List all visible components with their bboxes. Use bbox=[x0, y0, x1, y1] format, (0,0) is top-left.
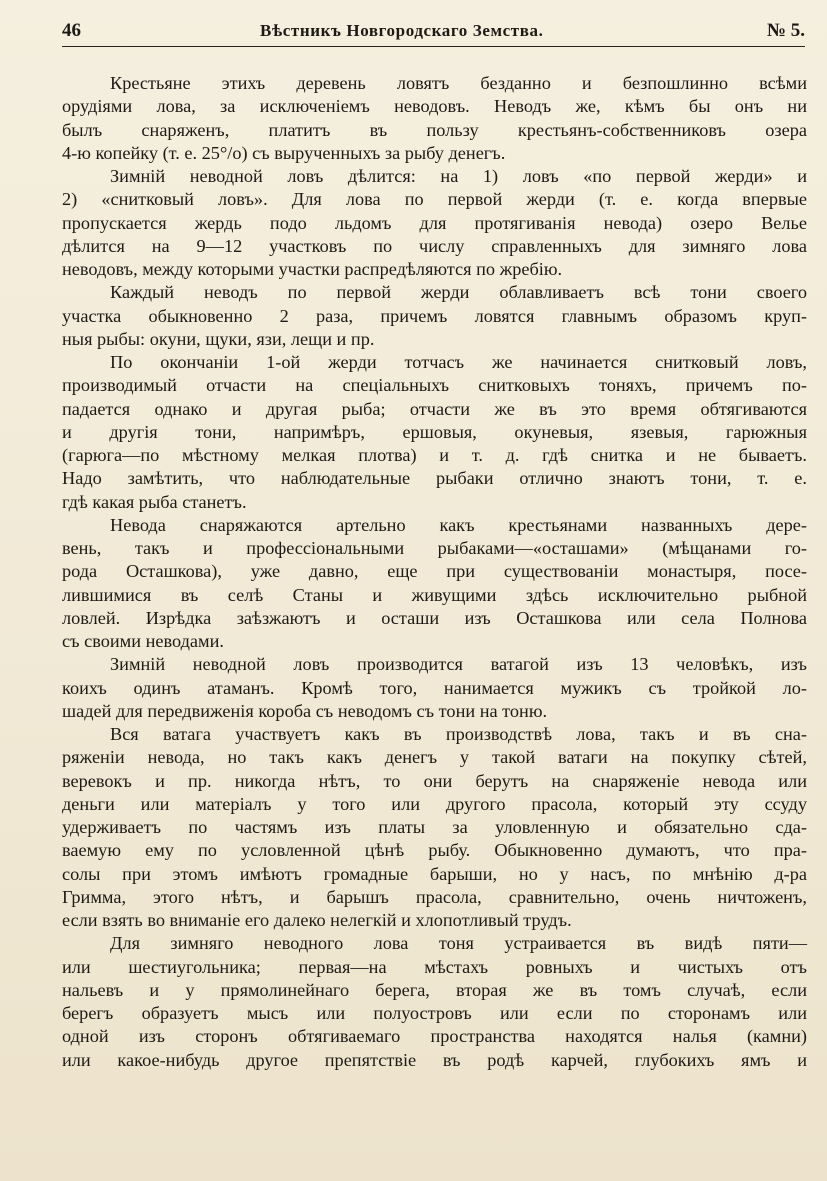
text-line: веревокъ и пр. никогда нѣтъ, то они берутъ на снаряженіе невода или bbox=[62, 770, 807, 791]
text-line: Для зимняго неводного лова тоня устраивается въ видѣ пяти— bbox=[110, 933, 807, 954]
text-line: 2) «снитковый ловъ». Для лова по первой жерди (т. е. когда впервые bbox=[62, 189, 807, 210]
text-line: лившимися въ селѣ Станы и живущими здѣсь исключительно рыбной bbox=[62, 584, 807, 605]
text-line: гдѣ какая рыба станетъ. bbox=[62, 491, 247, 512]
text-line: удерживаетъ по частямъ изъ платы за уловленную и обязательно сда- bbox=[62, 817, 807, 837]
text-line: если взять во вниманіе его далеко нелегкій и хлопотливый трудъ. bbox=[62, 910, 572, 930]
text-line: нальевъ и у прямолинейнаго берега, вторая же въ томъ случаѣ, если bbox=[62, 979, 807, 1000]
text-line: одной изъ сторонъ обтягиваемаго пространства находятся налья (камни) bbox=[62, 1026, 807, 1047]
text-line: (гарюга—по мѣстному мелкая плотва) и т. д. гдѣ снитка и не бываетъ. bbox=[62, 445, 807, 465]
text-line: пропускается жердь подо льдомъ для протягиванія невода) озеро Велье bbox=[62, 212, 807, 233]
text-line: Зимній неводной ловъ дѣлится: на 1) ловъ «по первой жерди» и bbox=[110, 166, 807, 186]
text-line: неводовъ, между которыми участки распредѣляются по жребію. bbox=[62, 259, 563, 279]
journal-title: Вѣстникъ Новгородскаго Земства. bbox=[260, 21, 544, 40]
text-line: вень, такъ и профессіональными рыбаками—«осташами» (мѣщанами го- bbox=[62, 538, 807, 558]
text-line: солы при этомъ имѣютъ громадные барыши, но у насъ, по мнѣнію д-ра bbox=[62, 863, 807, 884]
text-line: Невода снаряжаются артельно какъ крестьянами названныхъ дере- bbox=[110, 514, 807, 535]
text-line: или шестиугольника; первая—на мѣстахъ ровныхъ и чистыхъ отъ bbox=[62, 956, 807, 977]
text-line: съ своими неводами. bbox=[62, 631, 224, 651]
body-text bbox=[62, 72, 807, 1072]
text-line: ныя рыбы: окуни, щуки, язи, лещи и пр. bbox=[62, 328, 375, 349]
text-line: падается однако и другая рыба; отчасти же въ это время обтягиваются bbox=[62, 398, 807, 419]
issue-number: № 5. bbox=[766, 20, 805, 41]
text-line: Крестьяне этихъ деревень ловятъ безданно и безпошлинно всѣми bbox=[110, 73, 807, 93]
text-line: По окончаніи 1-ой жерди тотчасъ же начинается снитковый ловъ, bbox=[110, 352, 807, 372]
text-line: орудіями лова, за исключеніемъ неводовъ. Неводъ же, кѣмъ бы онъ ни bbox=[62, 96, 807, 117]
text-line: берегъ образуетъ мысъ или полуостровъ или если по сторонамъ или bbox=[62, 1003, 807, 1023]
text-line: ловлей. Изрѣдка заѣзжаютъ и осташи изъ Осташкова или села Полнова bbox=[62, 607, 807, 628]
page-number: 46 bbox=[62, 20, 81, 41]
text-line: производимый отчасти на спеціальныхъ снитковыхъ тоняхъ, причемъ по- bbox=[62, 375, 807, 396]
text-line: и другія тони, напримѣръ, ершовыя, окуневыя, язевыя, гарюжныя bbox=[62, 421, 807, 442]
text-line: деньги или матеріалъ у того или другого прасола, который эту ссуду bbox=[62, 793, 807, 814]
text-line: или какое-нибудь другое препятствіе въ родѣ карчей, глубокихъ ямъ и bbox=[62, 1049, 807, 1070]
text-line: 4-ю копейку (т. е. 25°/о) съ вырученныхъ за рыбу денегъ. bbox=[62, 142, 506, 163]
text-line: ваемую ему по условленной цѣнѣ рыбу. Обыкновенно думаютъ, что пра- bbox=[62, 840, 807, 861]
text-line: Надо замѣтить, что наблюдательные рыбаки отлично знаютъ тони, т. е. bbox=[62, 468, 807, 489]
text-line: Зимній неводной ловъ производится ватагой изъ 13 человѣкъ, изъ bbox=[110, 654, 807, 675]
text-line: ряженіи невода, но такъ какъ денегъ у такой ватаги на покупку сѣтей, bbox=[62, 747, 807, 768]
text-line: коихъ одинъ атаманъ. Кромѣ того, нанимается мужикъ съ тройкой ло- bbox=[62, 677, 807, 698]
text-line: былъ снаряженъ, платитъ въ пользу крестьянъ-собственниковъ озера bbox=[62, 119, 807, 140]
text-line: Каждый неводъ по первой жерди облавливаетъ всѣ тони своего bbox=[110, 282, 807, 303]
text-line: шадей для передвиженія короба съ неводомъ съ тони на тоню. bbox=[62, 700, 548, 721]
text-line: рода Осташкова), уже давно, еще при существованіи монастыря, посе- bbox=[62, 561, 807, 582]
text-line: участка обыкновенно 2 раза, причемъ ловятся главнымъ образомъ круп- bbox=[62, 305, 807, 326]
text-line: Гримма, этого нѣтъ, и барышъ прасола, сравнительно, очень ничтоженъ, bbox=[62, 886, 807, 907]
text-line: Вся ватага участвуетъ какъ въ производствѣ лова, такъ и въ сна- bbox=[110, 724, 807, 744]
running-header bbox=[62, 20, 805, 47]
text-line: дѣлится на 9—12 участковъ по числу справленныхъ для зимняго лова bbox=[62, 235, 807, 256]
